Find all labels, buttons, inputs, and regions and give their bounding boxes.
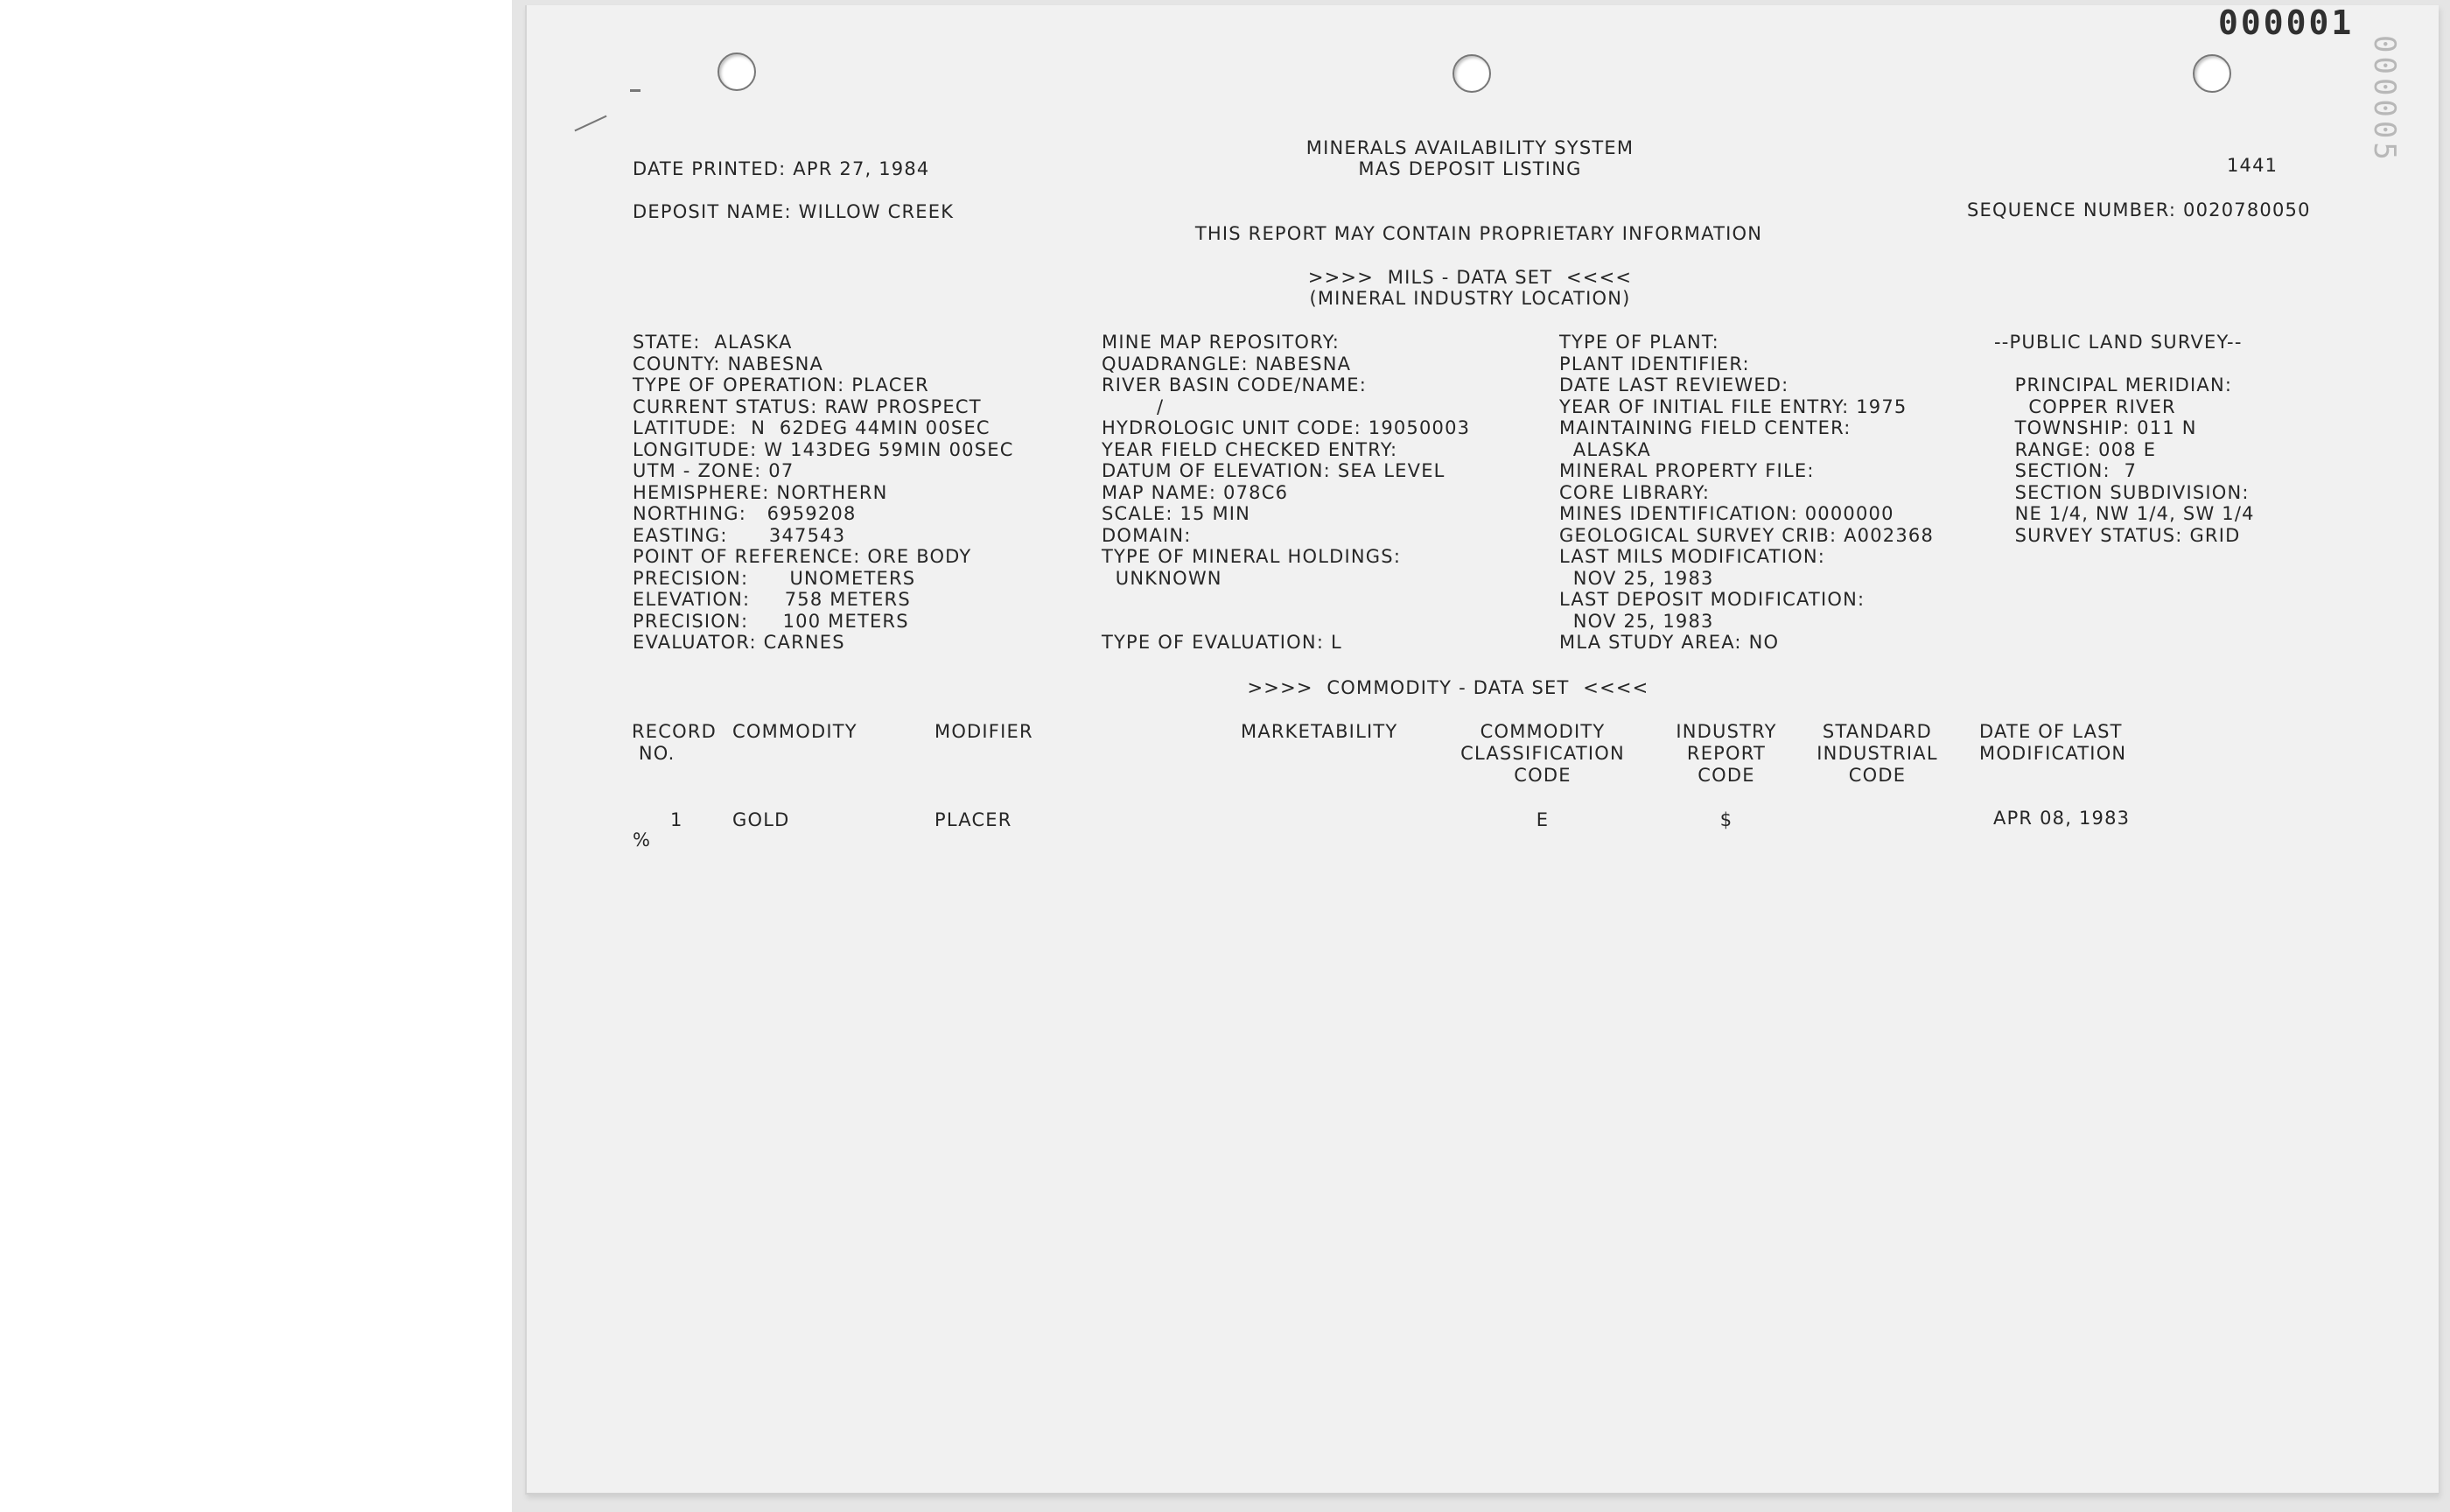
field-line: CURRENT STATUS: RAW PROSPECT (633, 396, 982, 417)
row-record-number: 1 (670, 809, 683, 830)
column-header-modifier: MODIFIER (934, 721, 1033, 742)
row-classification-code: E (1536, 809, 1550, 830)
field-line: --PUBLIC LAND SURVEY-- (1994, 332, 2243, 353)
column-header-marketability: MARKETABILITY (1241, 721, 1398, 742)
punch-hole-center (1452, 54, 1491, 93)
field-line: HEMISPHERE: NORTHERN (633, 481, 888, 503)
field-line (1102, 611, 1470, 633)
faded-page-number: 000005 (2367, 35, 2402, 164)
field-line: STATE: ALASKA (633, 332, 793, 353)
field-line: SURVEY STATUS: GRID (1994, 524, 2241, 546)
field-line: TYPE OF EVALUATION: L (1102, 632, 1342, 653)
pencil-mark (630, 89, 640, 92)
location-column-2 (1102, 332, 1470, 654)
row-last-modification: APR 08, 1983 (1993, 808, 2131, 829)
field-line: GEOLOGICAL SURVEY CRIB: A002368 (1559, 524, 1935, 546)
field-line: COUNTY: NABESNA (633, 353, 824, 374)
field-line: LAST MILS MODIFICATION: (1559, 546, 1826, 567)
row-commodity: GOLD (732, 809, 790, 830)
field-line: TYPE OF MINERAL HOLDINGS: (1102, 546, 1402, 567)
field-line: NOV 25, 1983 (1559, 567, 1714, 589)
field-line: MINERAL PROPERTY FILE: (1559, 460, 1815, 481)
field-line: SECTION: 7 (1994, 460, 2138, 481)
field-line: HYDROLOGIC UNIT CODE: 19050003 (1102, 417, 1471, 438)
field-line: RANGE: 008 E (1994, 438, 2157, 460)
field-line: ELEVATION: 758 METERS (633, 589, 911, 610)
column-header-classification: COMMODITY CLASSIFICATION CODE (1460, 721, 1625, 786)
field-line: DOMAIN: (1102, 524, 1192, 546)
date-printed: DATE PRINTED: APR 27, 1984 (633, 158, 930, 179)
field-line (1102, 589, 1470, 611)
column-header-industry-report: INDUSTRY REPORT CODE (1676, 721, 1777, 786)
punch-hole-left (718, 52, 756, 91)
field-line: DATUM OF ELEVATION: SEA LEVEL (1102, 460, 1446, 481)
row-industry-report-code: $ (1719, 809, 1733, 830)
field-line: ALASKA (1559, 438, 1651, 460)
field-line: PRECISION: UNOMETERS (633, 567, 916, 589)
field-line: NOV 25, 1983 (1559, 610, 1714, 632)
page-stamp-number: 000001 (2218, 4, 2355, 42)
field-line: EASTING: 347543 (633, 524, 846, 546)
field-line: TYPE OF OPERATION: PLACER (633, 374, 929, 396)
mils-heading: >>>> MILS - DATA SET <<<< (1307, 267, 1633, 288)
end-marker: % (633, 830, 652, 850)
field-line: QUADRANGLE: NABESNA (1102, 353, 1352, 374)
field-line: NORTHING: 6959208 (633, 503, 857, 524)
field-line: EVALUATOR: CARNES (633, 632, 845, 653)
field-line: MLA STUDY AREA: NO (1559, 632, 1780, 653)
field-line: POINT OF REFERENCE: ORE BODY (633, 546, 972, 567)
field-line: MINES IDENTIFICATION: 0000000 (1559, 503, 1894, 524)
field-line: TOWNSHIP: 011 N (1994, 417, 2197, 438)
field-line: SCALE: 15 MIN (1102, 503, 1251, 524)
field-line: LAST DEPOSIT MODIFICATION: (1559, 589, 1866, 610)
field-line: CORE LIBRARY: (1559, 481, 1711, 503)
sequence-number: SEQUENCE NUMBER: 0020780050 (1967, 200, 2311, 220)
location-column-1 (633, 332, 1014, 654)
field-line: DATE LAST REVIEWED: (1559, 374, 1789, 396)
field-line: UNKNOWN (1102, 567, 1222, 589)
field-line: MAINTAINING FIELD CENTER: (1559, 417, 1852, 438)
location-column-4 (1994, 332, 2255, 546)
page-code: 1441 (2227, 155, 2278, 176)
deposit-name: DEPOSIT NAME: WILLOW CREEK (633, 201, 955, 222)
field-line: NE 1/4, NW 1/4, SW 1/4 (1994, 503, 2255, 524)
field-line (1994, 354, 2255, 375)
field-line: YEAR OF INITIAL FILE ENTRY: 1975 (1559, 396, 1908, 417)
field-line: MAP NAME: 078C6 (1102, 481, 1289, 503)
field-line: PRINCIPAL MERIDIAN: (1994, 374, 2233, 396)
listing-title: MAS DEPOSIT LISTING (1358, 158, 1582, 179)
punch-hole-right (2193, 54, 2231, 93)
location-column-3 (1559, 332, 1934, 654)
field-line: LATITUDE: N 62DEG 44MIN 00SEC (633, 417, 990, 438)
column-header-record: RECORD NO. (632, 721, 718, 764)
field-line: RIVER BASIN CODE/NAME: (1102, 374, 1368, 396)
field-line: TYPE OF PLANT: (1559, 332, 1719, 353)
column-header-last-modification: DATE OF LAST MODIFICATION (1979, 721, 2127, 764)
system-title: MINERALS AVAILABILITY SYSTEM (1306, 137, 1634, 158)
row-modifier: PLACER (934, 809, 1012, 830)
field-line: COPPER RIVER (1994, 396, 2176, 417)
field-line: PLANT IDENTIFIER: (1559, 353, 1750, 374)
field-line: YEAR FIELD CHECKED ENTRY: (1102, 438, 1398, 460)
field-line: PRECISION: 100 METERS (633, 610, 909, 632)
mils-subheading: (MINERAL INDUSTRY LOCATION) (1309, 288, 1631, 309)
column-header-commodity: COMMODITY (732, 721, 858, 742)
field-line: UTM - ZONE: 07 (633, 460, 794, 481)
proprietary-notice: THIS REPORT MAY CONTAIN PROPRIETARY INFORMATION (1194, 223, 1763, 244)
commodity-heading: >>>> COMMODITY - DATA SET <<<< (1247, 677, 1649, 698)
field-line: SECTION SUBDIVISION: (1994, 481, 2250, 503)
field-line: MINE MAP REPOSITORY: (1102, 332, 1340, 353)
field-line: / (1102, 396, 1165, 417)
field-line: LONGITUDE: W 143DEG 59MIN 00SEC (633, 438, 1014, 460)
column-header-standard-industrial: STANDARD INDUSTRIAL CODE (1816, 721, 1938, 786)
